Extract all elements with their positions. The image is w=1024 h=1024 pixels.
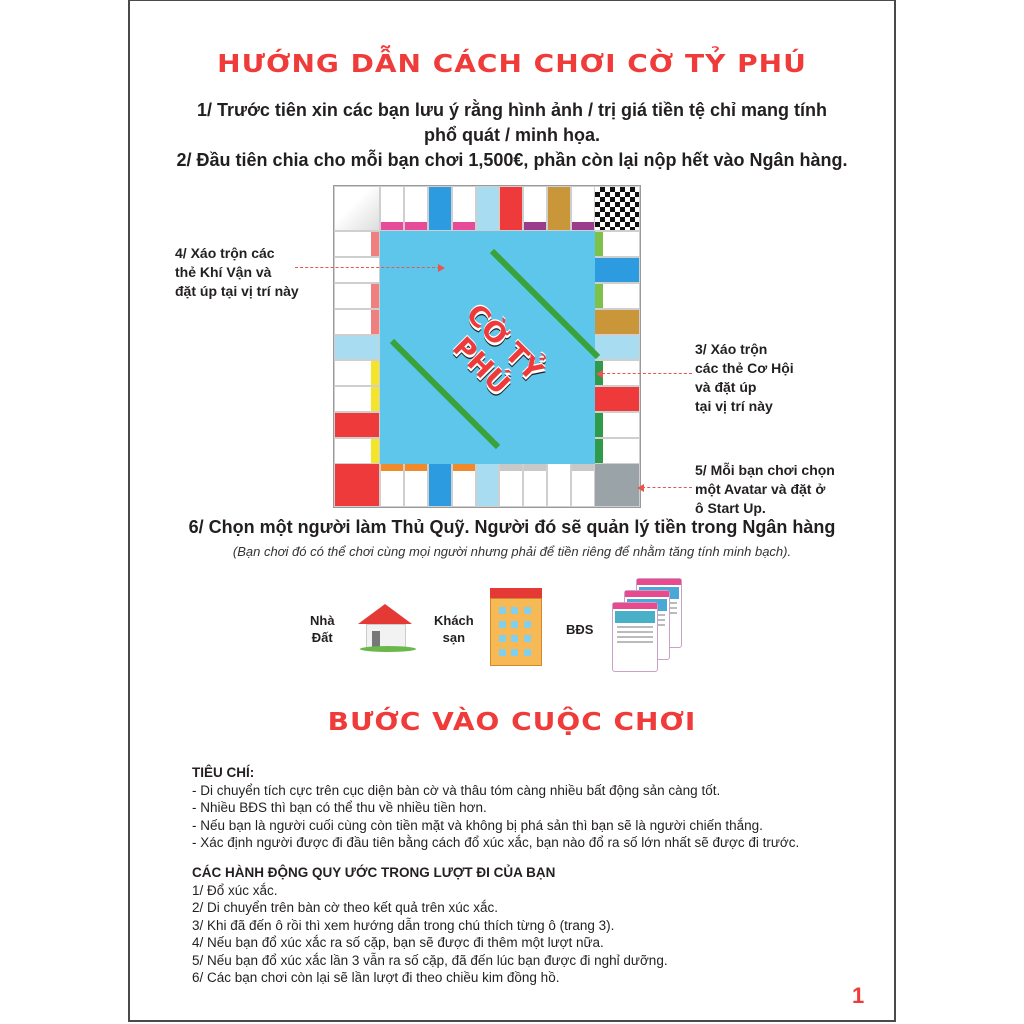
section-title: BƯỚC VÀO CUỘC CHƠI (327, 706, 697, 737)
board-cell (594, 412, 640, 438)
criteria-item: - Nếu bạn là người cuối cùng còn tiền mặt và không bị phá sản thì bạn sẽ là người chiến thắng. (192, 817, 763, 833)
board-cell (334, 360, 380, 386)
note-line: một Avatar và đặt ở (695, 481, 826, 497)
board-bottom-row (380, 462, 595, 507)
note-line: ô Start Up. (695, 500, 766, 516)
board-cell-water (334, 257, 380, 283)
action-item: 2/ Di chuyển trên bàn cờ theo kết quả trên xúc xắc. (192, 900, 499, 915)
arrow-left-icon (637, 484, 644, 492)
criteria-item: - Nhiều BĐS thì bạn có thể thu về nhiều tiền hơn. (192, 800, 487, 815)
board-cell (334, 386, 380, 412)
board-cell (404, 462, 428, 507)
label-hotel (434, 612, 474, 646)
label-line: Khách (434, 613, 474, 628)
note-co-hoi (695, 340, 794, 416)
dashed-pointer (642, 487, 692, 488)
instruction-page (128, 0, 896, 1022)
note-line: 5/ Mỗi bạn chơi chọn (695, 462, 835, 478)
board-cell-station (476, 186, 500, 231)
action-item: 6/ Các bạn chơi còn lại sẽ lần lượt đi theo chiều kim đồng hồ. (192, 970, 560, 985)
note-khi-van (175, 244, 299, 301)
intro-step-2: 2/ Đầu tiên chia cho mỗi bạn chơi 1,500€, phần còn lại nộp hết vào Ngân hàng. (176, 150, 848, 170)
criteria-heading: TIÊU CHÍ: (192, 765, 255, 780)
board-cell-station (476, 462, 500, 507)
board-cell-khi-van (594, 257, 640, 283)
dashed-pointer (295, 267, 440, 268)
board-corner-parking (334, 462, 380, 507)
step-6: 6/ Chọn một người làm Thủ Quỹ. Người đó sẽ quản lý tiền trong Ngân hàng (188, 517, 836, 537)
board-cell (380, 462, 404, 507)
board-cell (594, 231, 640, 257)
board-cell (404, 186, 428, 231)
board-cell (334, 231, 380, 257)
game-board (333, 185, 641, 508)
board-cell (452, 186, 476, 231)
board-cell-utility (547, 462, 571, 507)
intro-step-1 (130, 98, 894, 148)
note-line: đặt úp tại vị trí này (175, 283, 299, 299)
board-cell-co-hoi (594, 386, 640, 412)
property-cards-icon (612, 578, 684, 678)
board-cell (523, 462, 547, 507)
label-property-cards: BĐS (566, 622, 594, 637)
board-center (380, 231, 595, 464)
house-icon (360, 604, 410, 649)
note-line: thẻ Khí Vận và (175, 264, 272, 280)
board-cell-khi-van (428, 462, 452, 507)
board-cell (380, 186, 404, 231)
actions-heading: CÁC HÀNH ĐỘNG QUY ƯỚC TRONG LƯỢT ĐI CỦA BẠN (192, 865, 556, 880)
intro-line-1: 1/ Trước tiên xin các bạn lưu ý rằng hình ảnh / trị giá tiền tệ chỉ mang tính (197, 100, 827, 120)
board-left-column (334, 231, 380, 464)
label-house (310, 612, 335, 646)
arrow-right-icon (438, 264, 445, 272)
arrow-left-icon (596, 370, 603, 378)
board-cell (499, 462, 523, 507)
board-cell (334, 438, 380, 464)
board-cell (594, 283, 640, 309)
action-item: 1/ Đổ xúc xắc. (192, 882, 278, 898)
label-line: sạn (442, 630, 466, 645)
board-top-row (380, 186, 595, 231)
page-number: 1 (852, 983, 865, 1008)
note-line: 3/ Xáo trộn (695, 341, 768, 357)
note-line: các thẻ Cơ Hội (695, 360, 794, 376)
dashed-pointer (602, 373, 692, 374)
hotel-icon (490, 588, 542, 666)
step-6-note: (Bạn chơi đó có thể chơi cùng mọi người nhưng phải để tiền riêng để nhằm tăng tính minh bạch). (232, 544, 792, 559)
board-corner-finish-flag (594, 186, 640, 231)
board-corner-start (594, 462, 640, 507)
action-item: 3/ Khi đã đến ô rồi thì xem hướng dẫn trong chú thích từng ô (trang 3). (192, 917, 615, 933)
label-line: Đất (311, 630, 333, 645)
intro-line-2: phổ quát / minh họa. (424, 125, 600, 145)
page-title: HƯỚNG DẪN CÁCH CHƠI CỜ TỶ PHÚ (217, 48, 807, 79)
board-cell-station (594, 335, 640, 361)
criteria-item: - Di chuyển tích cực trên cục diện bàn cờ và thâu tóm càng nhiều bất động sản càng tốt. (192, 782, 721, 798)
note-line: và đặt úp (695, 379, 757, 395)
label-line: Nhà (310, 613, 335, 628)
board-cell-co-hoi (334, 412, 380, 438)
note-line: tại vị trí này (695, 398, 773, 414)
board-cell (571, 462, 595, 507)
note-start (695, 461, 835, 518)
criteria-section (192, 764, 799, 852)
board-cell (452, 462, 476, 507)
board-cell-co-hoi (499, 186, 523, 231)
criteria-item: - Xác định người được đi đầu tiên bằng cách đổ xúc xắc, bạn nào đổ ra số lớn nhất sẽ được đi trước. (192, 835, 800, 850)
note-line: 4/ Xáo trộn các (175, 245, 275, 261)
board-cell-tax (594, 309, 640, 335)
board-cell (594, 438, 640, 464)
board-cell (523, 186, 547, 231)
board-cell (334, 309, 380, 335)
board-cell-tax (547, 186, 571, 231)
action-item: 4/ Nếu bạn đổ xúc xắc ra số cặp, bạn sẽ được đi thêm một lượt nữa. (192, 935, 604, 950)
board-logo: CỜ TỶ PHÚ (446, 297, 550, 401)
actions-section (192, 864, 668, 987)
board-cell (571, 186, 595, 231)
board-right-column (594, 231, 640, 464)
board-cell-station (334, 335, 380, 361)
board-corner-top-left (334, 186, 380, 231)
board-cell (334, 283, 380, 309)
action-item: 5/ Nếu bạn đổ xúc xắc lần 3 vẫn ra số cặp, đã đến lúc bạn được đi nghỉ dưỡng. (192, 952, 668, 968)
board-cell-khi-van (428, 186, 452, 231)
